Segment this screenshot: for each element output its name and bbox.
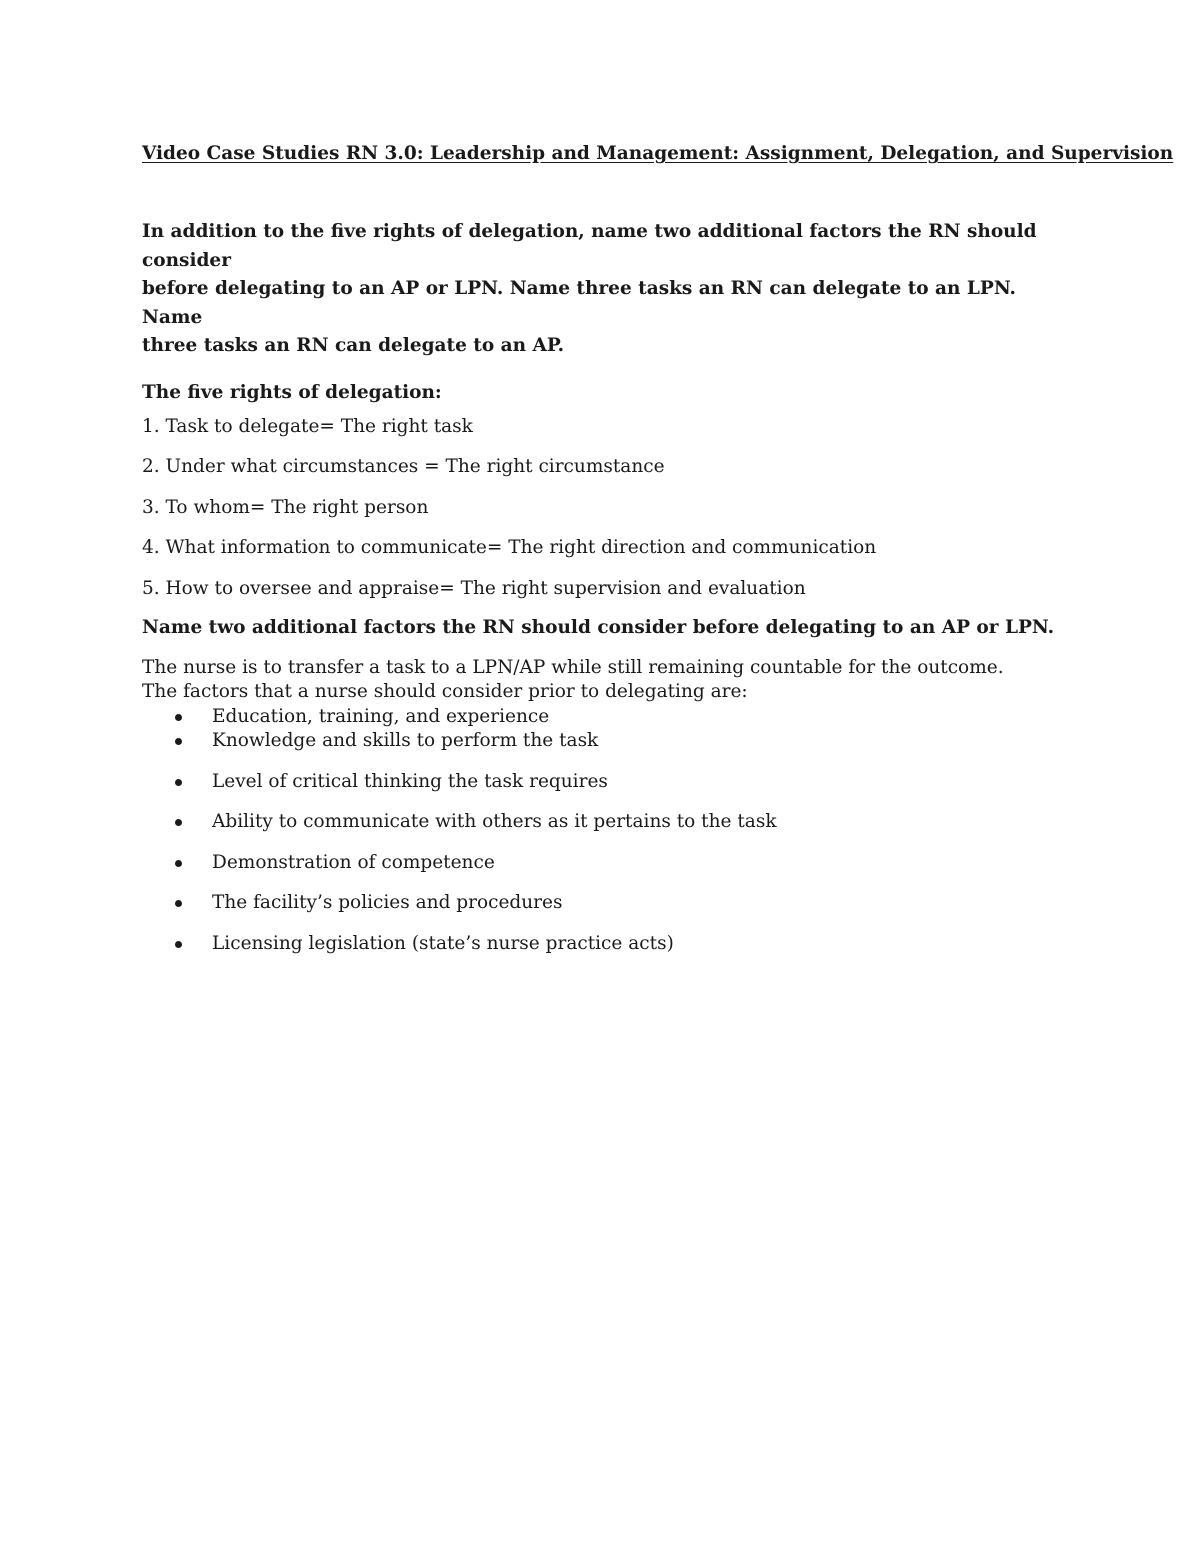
factors-intro-line: The factors that a nurse should consider prior to delegating are: (142, 681, 748, 702)
question-line: before delegating to an AP or LPN. Name three tasks an RN can delegate to an LPN. Name (142, 278, 1016, 328)
bullet-icon (175, 941, 182, 948)
bullet-icon (175, 714, 182, 721)
factors-intro (142, 656, 1072, 704)
rights-item: 4. What information to communicate= The right direction and communication (142, 537, 877, 558)
factor-text: Licensing legislation (state’s nurse practice acts) (212, 932, 674, 954)
rights-item: 5. How to oversee and appraise= The right supervision and evaluation (142, 577, 806, 599)
question-line: In addition to the five rights of delegation, name two additional factors the RN should consider (142, 221, 1037, 271)
bullet-icon (175, 900, 182, 907)
factor-text: The facility’s policies and procedures (212, 892, 563, 913)
rights-heading: The five rights of delegation: (142, 381, 442, 403)
bullet-icon (175, 860, 182, 867)
factors-intro-line: The nurse is to transfer a task to a LPN/AP while still remaining countable for the outcome. (142, 657, 1004, 678)
rights-list (142, 413, 1072, 603)
factor-item (142, 891, 1072, 915)
question-prompt (142, 218, 1072, 361)
factor-text: Knowledge and skills to perform the task (212, 730, 599, 751)
rights-item: 1. Task to delegate= The right task (142, 415, 473, 437)
factor-item (142, 932, 1072, 956)
factor-text: Demonstration of competence (212, 851, 495, 873)
factor-item (142, 851, 1072, 875)
question-line: three tasks an RN can delegate to an AP. (142, 335, 565, 356)
bullet-icon (175, 738, 182, 745)
factor-text: Education, training, and experience (212, 706, 550, 727)
factor-item (142, 770, 1072, 794)
factors-heading: Name two additional factors the RN should consider before delegating to an AP or LPN. (142, 617, 1055, 638)
factor-item (142, 810, 1072, 834)
bullet-icon (175, 779, 182, 786)
rights-item: 3. To whom= The right person (142, 496, 429, 518)
factor-text: Level of critical thinking the task requires (212, 770, 608, 792)
factors-list (142, 705, 1072, 956)
document-title: Video Case Studies RN 3.0: Leadership and Management: Assignment, Delegation, and Supervision (142, 143, 1174, 164)
factor-item (142, 729, 1072, 753)
document-content (142, 140, 1174, 956)
rights-item: 2. Under what circumstances = The right circumstance (142, 456, 665, 477)
factor-item (142, 705, 1072, 729)
bullet-icon (175, 819, 182, 826)
factor-text: Ability to communicate with others as it pertains to the task (212, 811, 777, 832)
